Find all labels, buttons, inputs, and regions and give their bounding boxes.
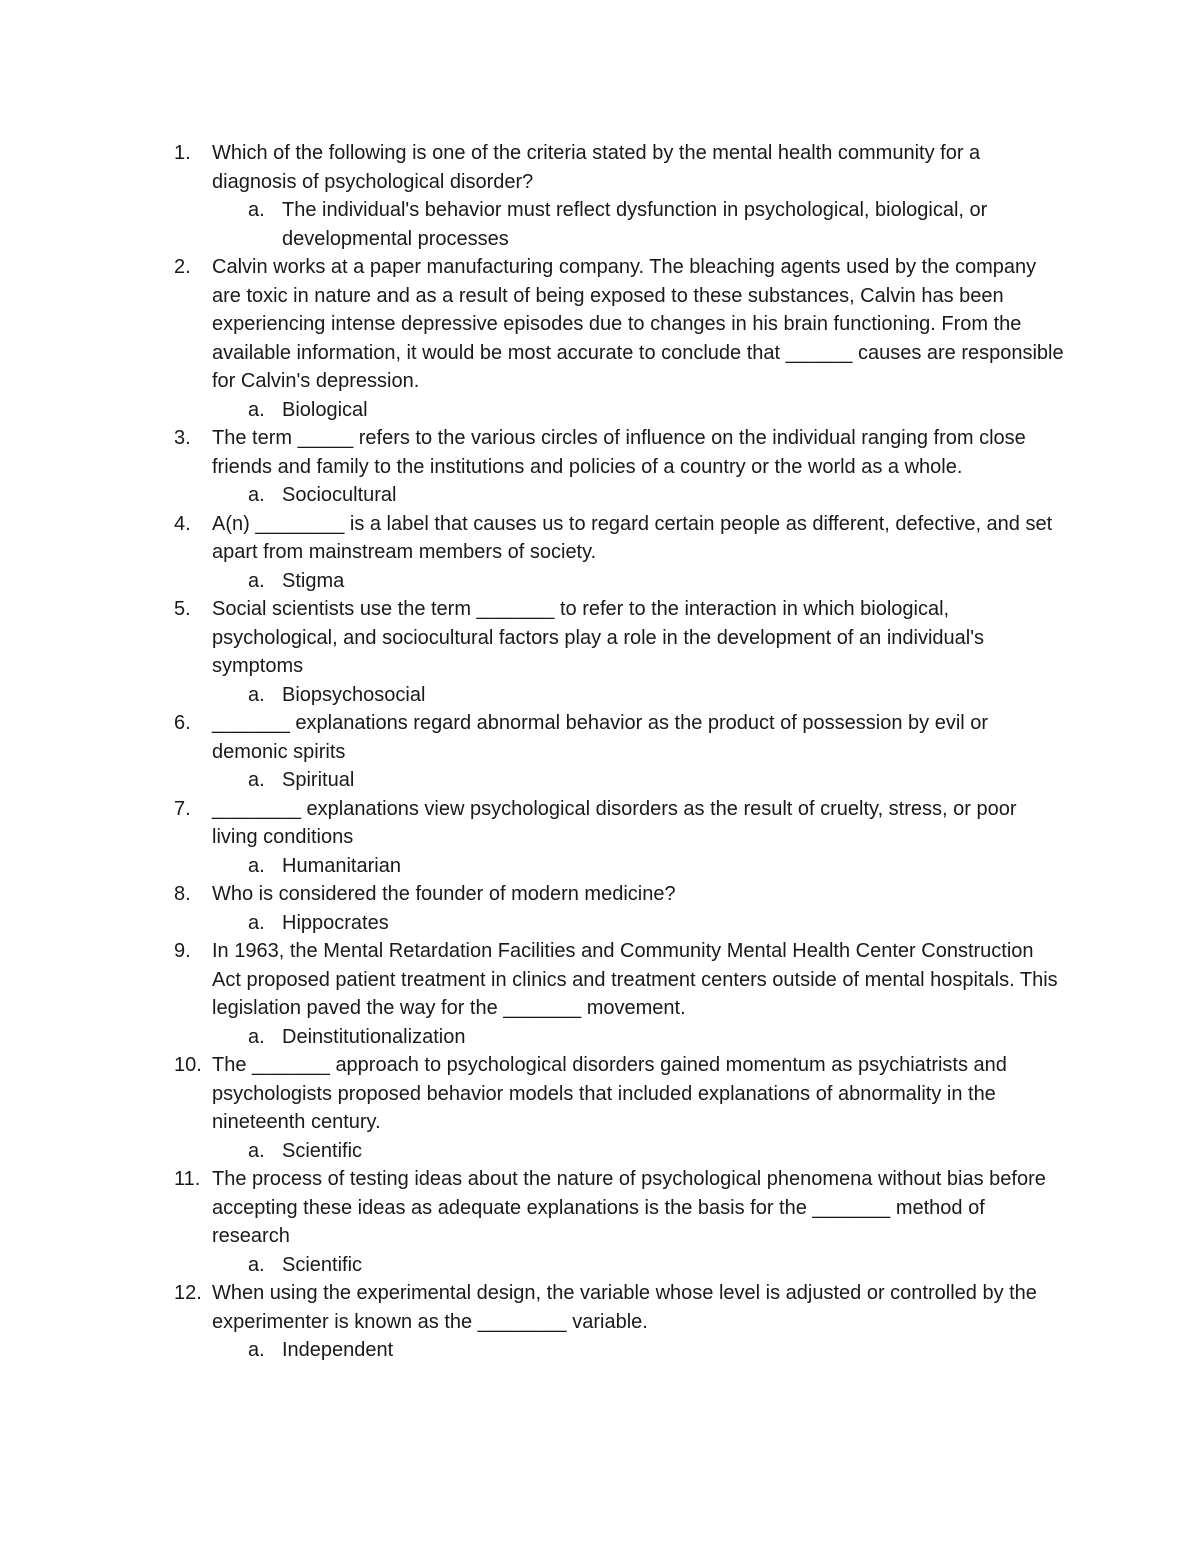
question-item	[174, 595, 1064, 709]
question-number: 6.	[174, 712, 191, 734]
question-text: Calvin works at a paper manufacturing company. The bleaching agents used by the company are toxic in nature and as a result of being exposed to these substances, Calvin has been experiencing intense depressive episodes due to changes in his brain functioning. From the available information, it would be most accurate to conclude that ______ causes are responsible for Calvin's depression.	[212, 256, 1064, 392]
question-text: The term _____ refers to the various circles of influence on the individual ranging from close friends and family to the institutions and policies of a country or the world as a whole.	[212, 427, 1026, 478]
answer-text: Stigma	[282, 569, 345, 592]
answer-item	[212, 1023, 1064, 1052]
question-text: Who is considered the founder of modern medicine?	[212, 883, 676, 905]
question-number: 11.	[174, 1168, 201, 1190]
answer-item	[212, 766, 1064, 795]
answer-letter: a.	[248, 1025, 265, 1048]
answer-text: Hippocrates	[282, 911, 389, 934]
answer-item	[212, 1137, 1064, 1166]
question-number: 12.	[174, 1282, 202, 1304]
answer-item	[212, 681, 1064, 710]
answer-letter: a.	[248, 569, 265, 592]
question-number: 9.	[174, 940, 191, 962]
question-text: A(n) ________ is a label that causes us to regard certain people as different, defective, and set apart from mainstream members of society.	[212, 512, 1053, 563]
answer-item	[212, 567, 1064, 596]
question-number: 10.	[174, 1054, 202, 1076]
question-item	[174, 795, 1064, 881]
answer-item	[212, 909, 1064, 938]
answer-text: Deinstitutionalization	[282, 1025, 466, 1048]
question-text: ________ explanations view psychological disorders as the result of cruelty, stress, or poor living conditions	[212, 797, 1017, 848]
question-text: Social scientists use the term _______ to refer to the interaction in which biological, psychological, and sociocultural factors play a role in the development of an individual's symptoms	[212, 598, 985, 677]
question-item	[174, 937, 1064, 1051]
answer-text: Biopsychosocial	[282, 683, 426, 706]
question-text: The process of testing ideas about the nature of psychological phenomena without bias before accepting these ideas as adequate explanations is the basis for the _______ method of research	[212, 1168, 1046, 1247]
answer-item	[212, 396, 1064, 425]
answer-item	[212, 852, 1064, 881]
question-item	[174, 253, 1064, 424]
answer-letter: a.	[248, 1139, 265, 1162]
question-number: 2.	[174, 256, 191, 278]
question-item	[174, 424, 1064, 510]
answer-letter: a.	[248, 1253, 265, 1276]
question-item	[174, 880, 1064, 937]
question-text: When using the experimental design, the variable whose level is adjusted or controlled by the experimenter is known as the ________ variable.	[212, 1282, 1037, 1333]
question-text: Which of the following is one of the criteria stated by the mental health community for a diagnosis of psychological disorder?	[212, 142, 981, 193]
question-number: 5.	[174, 598, 191, 620]
answer-text: Independent	[282, 1339, 394, 1361]
answer-letter: a.	[248, 199, 265, 221]
answer-text: Scientific	[282, 1139, 363, 1162]
question-number: 7.	[174, 797, 191, 820]
question-text: _______ explanations regard abnormal behavior as the product of possession by evil or demonic spirits	[212, 712, 989, 763]
question-number: 8.	[174, 883, 191, 905]
answer-item	[212, 1251, 1064, 1280]
answer-text: The individual's behavior must reflect dysfunction in psychological, biological, or developmental processes	[282, 199, 988, 250]
question-item	[174, 139, 1064, 253]
question-number: 4.	[174, 512, 191, 535]
answer-letter: a.	[248, 769, 265, 791]
answer-letter: a.	[248, 683, 265, 706]
question-number: 3.	[174, 427, 191, 449]
answer-text: Spiritual	[282, 769, 355, 791]
answer-text: Biological	[282, 398, 368, 421]
question-item	[174, 1051, 1064, 1165]
question-list	[174, 139, 1064, 1365]
question-number: 1.	[174, 142, 191, 164]
question-item	[174, 709, 1064, 795]
question-item	[174, 1165, 1064, 1279]
question-text: The _______ approach to psychological disorders gained momentum as psychiatrists and psychologists proposed behavior models that included explanations of abnormality in the nineteenth century.	[212, 1054, 1007, 1133]
question-item	[174, 510, 1064, 596]
answer-item	[212, 1336, 1064, 1365]
answer-text: Scientific	[282, 1253, 363, 1276]
answer-text: Humanitarian	[282, 854, 401, 877]
question-item	[174, 1279, 1064, 1365]
answer-text: Sociocultural	[282, 484, 397, 506]
answer-letter: a.	[248, 911, 265, 934]
question-text: In 1963, the Mental Retardation Facilities and Community Mental Health Center Construction Act proposed patient treatment in clinics and treatment centers outside of mental hospitals. This legislation paved the way for the _______ movement.	[212, 940, 1058, 1019]
answer-item	[212, 196, 1064, 253]
answer-letter: a.	[248, 484, 265, 506]
answer-letter: a.	[248, 1339, 265, 1361]
answer-letter: a.	[248, 854, 265, 877]
answer-item	[212, 481, 1064, 510]
answer-letter: a.	[248, 398, 265, 421]
